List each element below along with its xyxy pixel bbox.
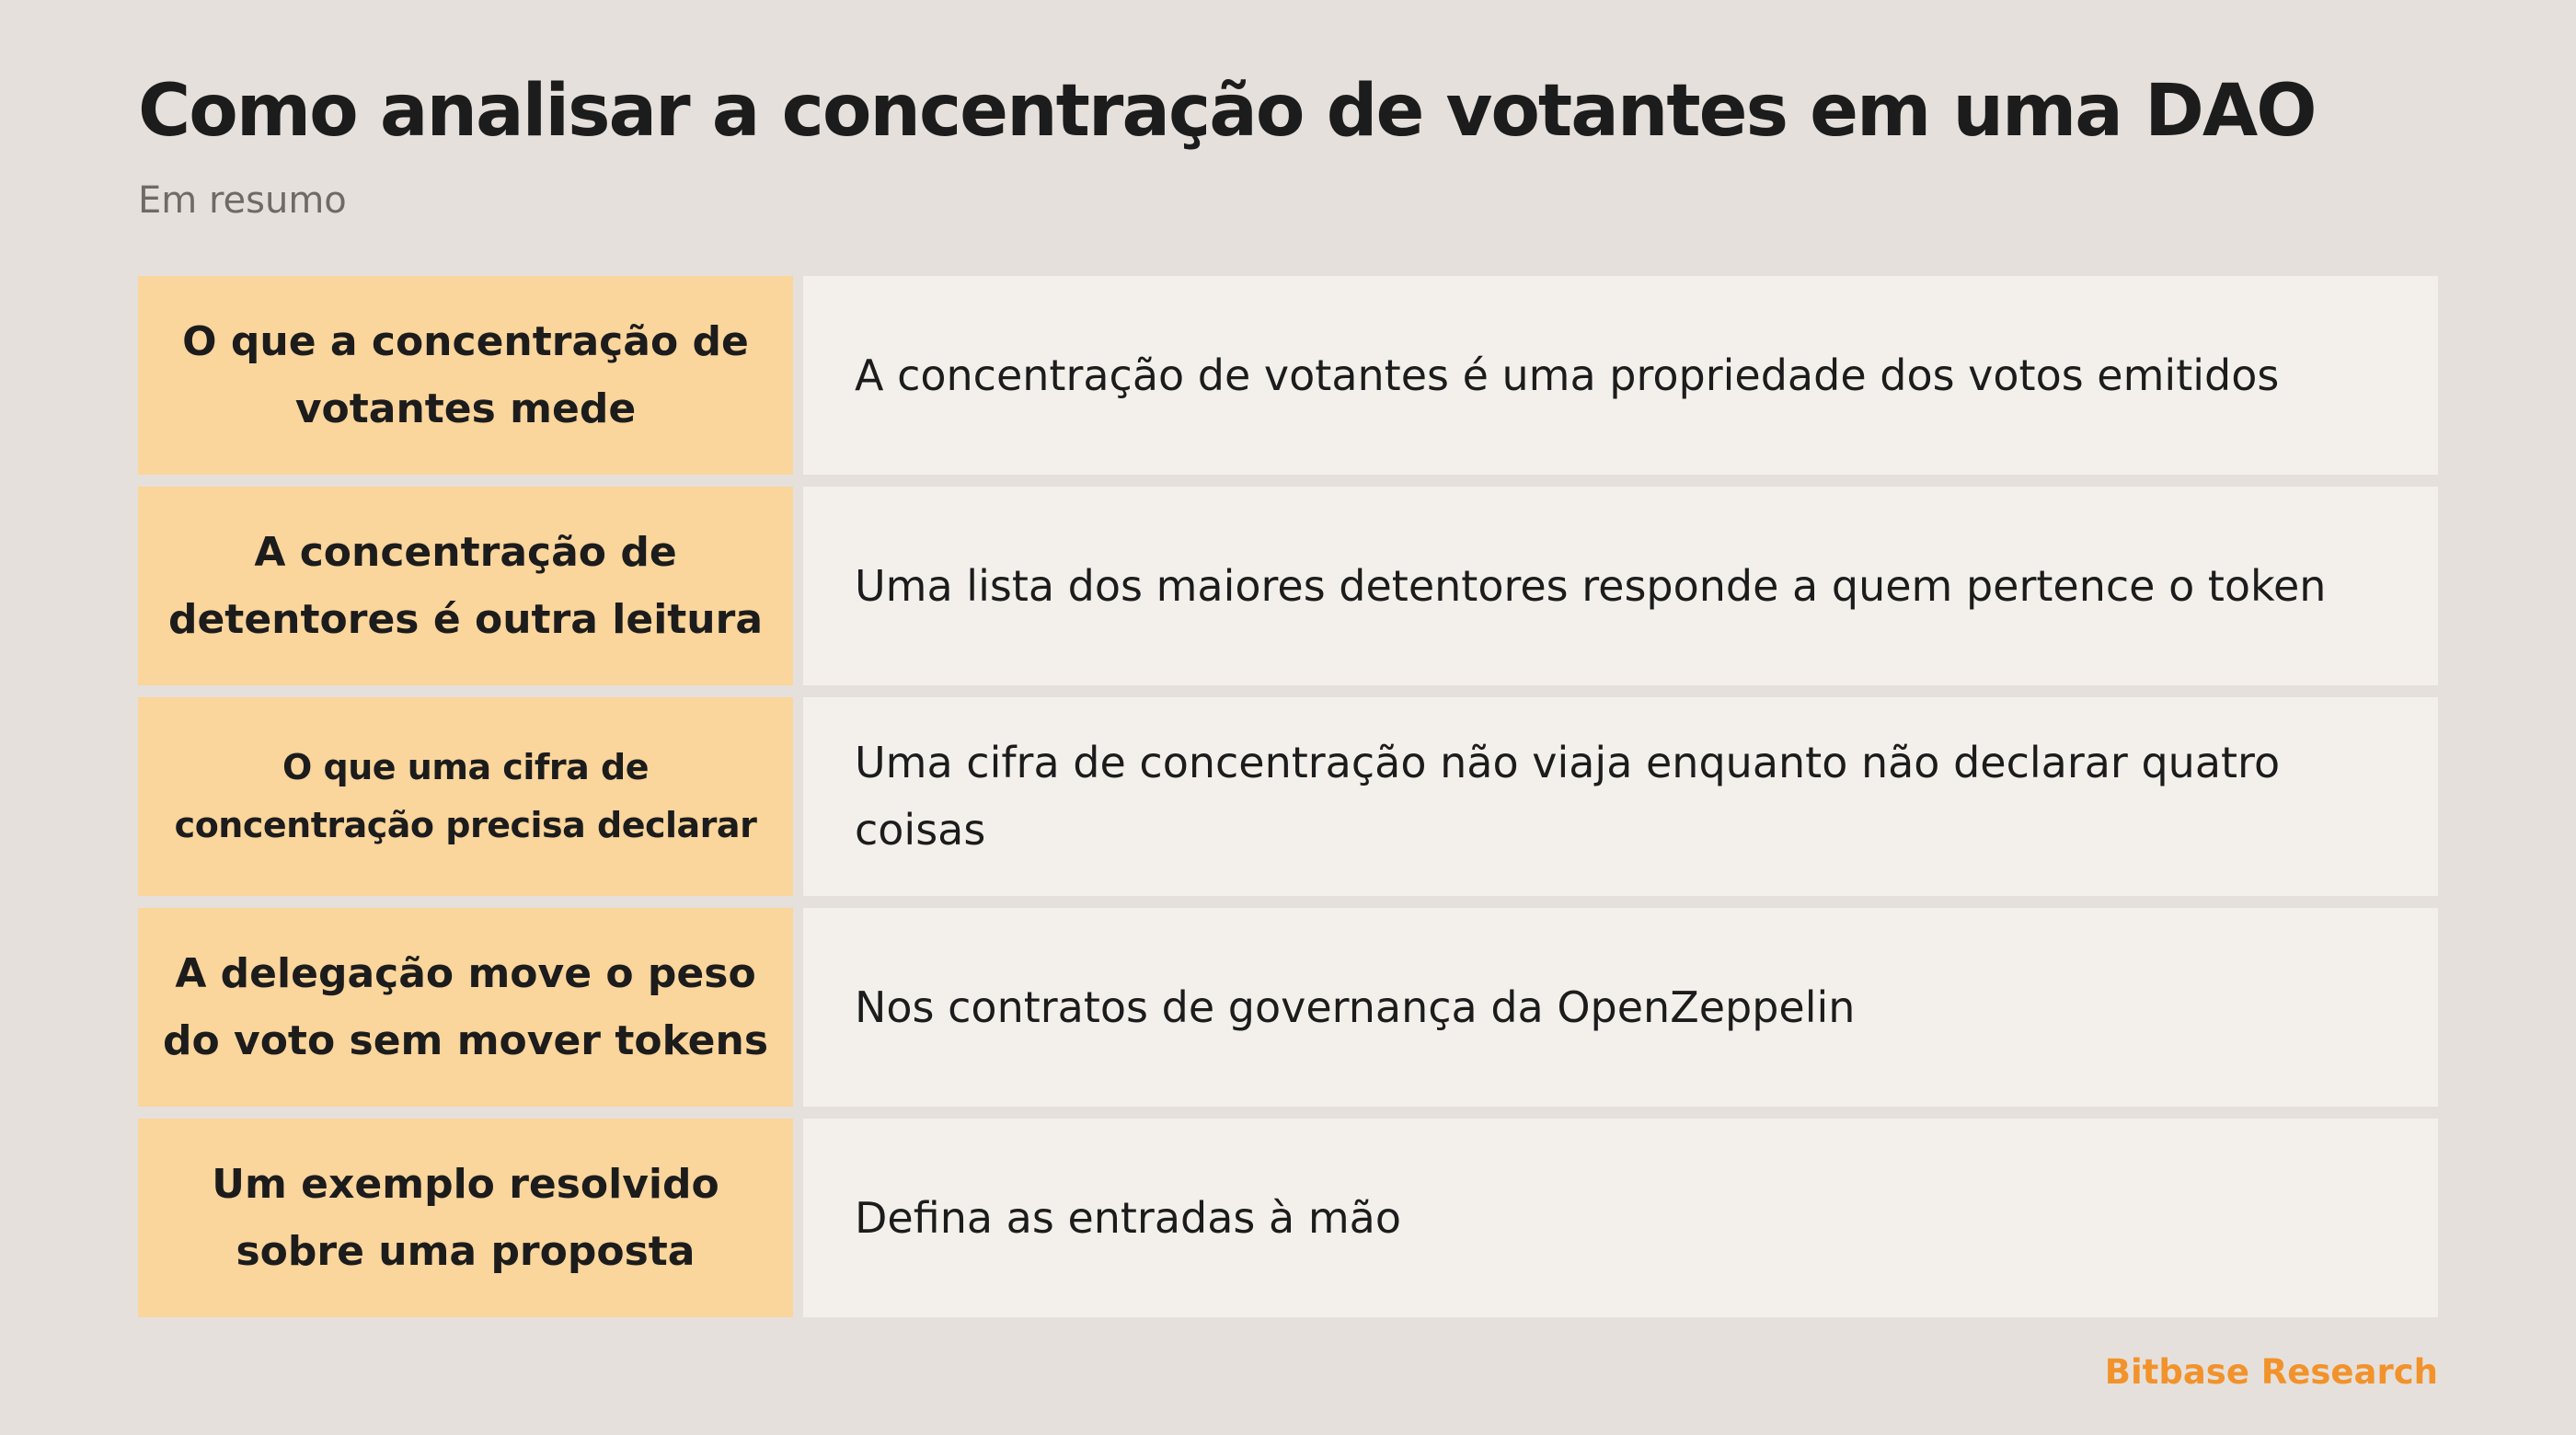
summary-row (138, 908, 2438, 1107)
summary-row (138, 276, 2438, 475)
row-divider (793, 1119, 803, 1317)
summary-row (138, 487, 2438, 685)
row-label: A delegação move o peso do voto sem mover tokens (138, 908, 793, 1107)
row-value: Defina as entradas à mão (803, 1119, 2438, 1317)
row-divider (793, 697, 803, 896)
row-divider (793, 276, 803, 475)
row-value: Nos contratos de governança da OpenZeppelin (803, 908, 2438, 1107)
summary-row (138, 1119, 2438, 1317)
summary-table (138, 276, 2438, 1317)
row-label: O que uma cifra de concentração precisa declarar (138, 697, 793, 896)
row-label: A concentração de detentores é outra leitura (138, 487, 793, 685)
row-value: A concentração de votantes é uma propriedade dos votos emitidos (803, 276, 2438, 475)
page-subtitle: Em resumo (138, 179, 347, 222)
row-label: O que a concentração de votantes mede (138, 276, 793, 475)
row-value: Uma cifra de concentração não viaja enquanto não declarar quatro coisas (803, 697, 2438, 896)
summary-row (138, 697, 2438, 896)
brand-label: Bitbase Research (2104, 1352, 2438, 1392)
row-divider (793, 487, 803, 685)
row-value: Uma lista dos maiores detentores responde a quem pertence o token (803, 487, 2438, 685)
row-divider (793, 908, 803, 1107)
page-title: Como analisar a concentração de votantes em uma DAO (138, 70, 2316, 153)
row-label: Um exemplo resolvido sobre uma proposta (138, 1119, 793, 1317)
